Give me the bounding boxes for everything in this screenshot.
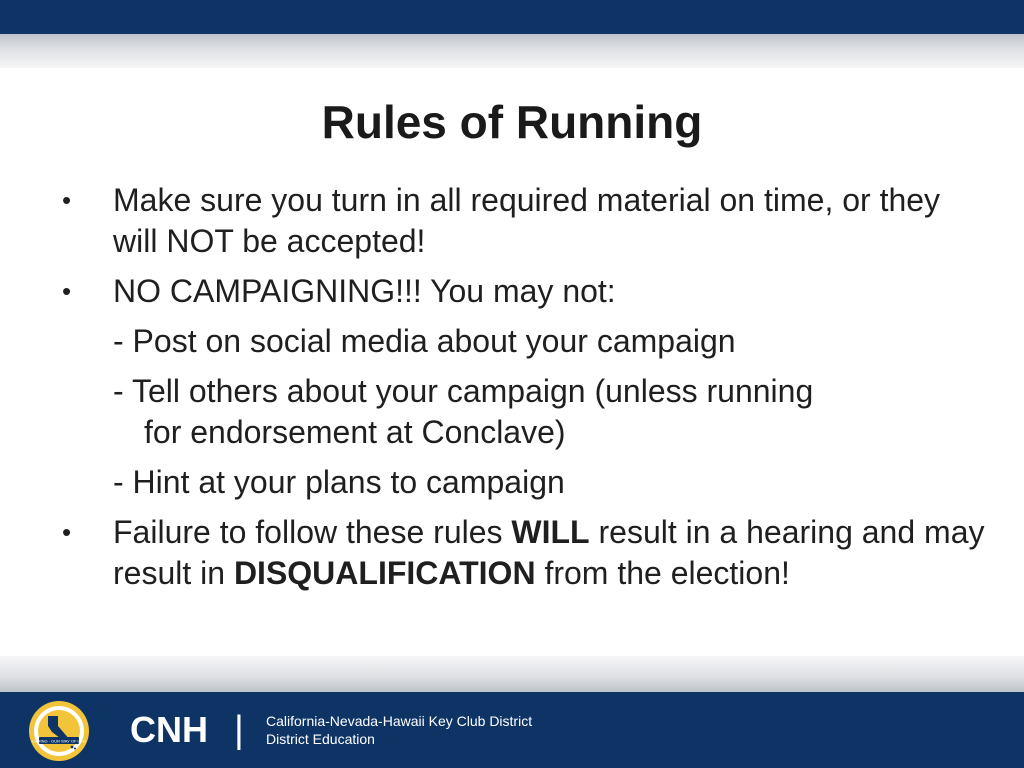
footer-line-org: California-Nevada-Hawaii Key Club District — [266, 713, 533, 729]
bullet-item — [56, 271, 986, 312]
sub-item — [56, 321, 986, 362]
bullet-marker: • — [62, 517, 72, 547]
sub-item-continuation: for endorsement at Conclave) — [144, 414, 566, 450]
footer-bar — [0, 692, 1024, 768]
bullet-marker: • — [62, 185, 72, 215]
footer-text — [266, 712, 532, 748]
sub-item-text: - Post on social media about your campaign — [113, 323, 736, 359]
bullet-emphasis: DISQUALIFICATION — [233, 555, 536, 591]
sub-item-text: - Tell others about your campaign (unless running — [113, 373, 814, 409]
bullet-emphasis: WILL — [511, 514, 590, 550]
footer-gradient — [0, 656, 1024, 692]
logo-banner-text: CARING · OUR WAY OF LIFE — [32, 738, 86, 744]
footer-abbrev: CNH — [130, 709, 208, 750]
sub-item — [56, 462, 986, 503]
sub-item-text: - Hint at your plans to campaign — [113, 464, 565, 500]
bullet-text: Make sure you turn in all required material on time, or they will NOT be accepted! — [113, 182, 941, 259]
slide-content — [56, 180, 986, 603]
header-gradient — [0, 34, 1024, 68]
header-bar — [0, 0, 1024, 34]
bullet-text-part: from the election! — [535, 555, 790, 591]
sub-item — [56, 371, 986, 453]
bullet-text-part: Failure to follow these rules — [113, 514, 512, 550]
footer-line-dept: District Education — [266, 731, 375, 747]
key-club-logo-icon — [28, 700, 90, 762]
bullet-marker: • — [62, 276, 72, 306]
slide-title: Rules of Running — [321, 96, 703, 148]
bullet-item — [56, 180, 986, 262]
bullet-item — [56, 512, 986, 594]
footer-separator: | — [234, 709, 244, 751]
bullet-text-part: result in a hearing and may result in — [113, 514, 985, 591]
bullet-text: NO CAMPAIGNING!!! You may not: — [113, 273, 616, 309]
